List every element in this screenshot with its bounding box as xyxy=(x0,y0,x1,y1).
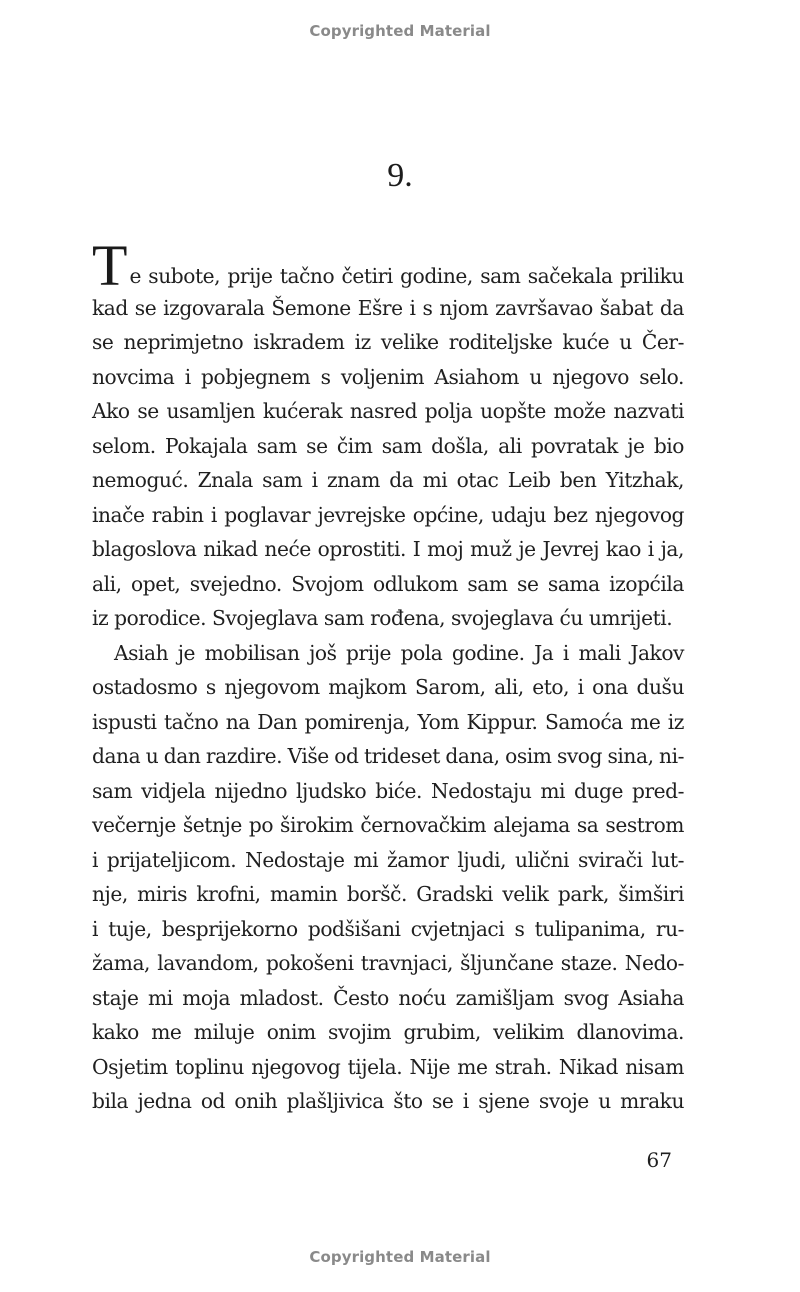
text-line: bila jedna od onih plašljivica što se i sjene svoje u mraku xyxy=(92,1089,684,1113)
drop-cap: T xyxy=(92,233,128,298)
text-line: blagoslova nikad neće oprostiti. I moj muž je Jevrej kao i ja, xyxy=(92,537,684,561)
text-line: ostadosmo s njegovom majkom Sarom, ali, eto, i ona dušu xyxy=(92,675,684,699)
text-line: se neprimjetno iskradem iz velike roditeljske kuće u Čer- xyxy=(92,330,684,354)
text-line: i tuje, besprijekorno podšišani cvjetnjaci s tulipanima, ru- xyxy=(92,916,684,941)
body-text xyxy=(92,233,684,1119)
text-line: ali, opet, svejedno. Svojom odlukom sam se sama izopćila xyxy=(92,571,684,596)
text-line: Te subote, prije tačno četiri godine, sam sačekala priliku xyxy=(92,233,684,298)
text-line: iz porodice. Svojeglava sam rođena, svojeglava ću umrijeti. xyxy=(92,606,673,630)
copyright-watermark-top: Copyrighted Material xyxy=(309,22,491,40)
copyright-watermark-bottom: Copyrighted Material xyxy=(309,1248,491,1266)
text-line: selom. Pokajala sam se čim sam došla, ali povratak je bio xyxy=(92,433,684,458)
paragraph-2 xyxy=(92,636,684,1119)
text-line: staje mi moja mladost. Često noću zamišljam svog Asiaha xyxy=(92,985,684,1010)
chapter-heading: 9. xyxy=(387,157,413,194)
text-line: žama, lavandom, pokošeni travnjaci, šljunčane staze. Nedo- xyxy=(92,951,684,975)
text-line: Osjetim toplinu njegovog tijela. Nije me strah. Nikad nisam xyxy=(92,1054,684,1079)
text-line: inače rabin i poglavar jevrejske općine, udaju bez njegovog xyxy=(92,502,684,527)
text-line: nje, miris krofni, mamin boršč. Gradski velik park, šimširi xyxy=(92,882,684,906)
text-line: Asiah je mobilisan još prije pola godine. Ja i mali Jakov xyxy=(114,640,684,665)
text-line: kad se izgovarala Šemone Ešre i s njom završavao šabat da xyxy=(92,295,684,320)
text-line: novcima i pobjegnem s voljenim Asiahom u njegovo selo. xyxy=(92,364,684,389)
text-line: Ako se usamljen kućerak nasred polja uopšte može nazvati xyxy=(92,399,684,423)
text-line: ispusti tačno na Dan pomirenja, Yom Kippur. Samoća me iz xyxy=(92,709,684,734)
text-line: kako me miluje onim svojim grubim, velikim dlanovima. xyxy=(92,1020,684,1044)
text-line: sam vidjela nijedno ljudsko biće. Nedostaju mi duge pred- xyxy=(92,778,684,803)
text-line: i prijateljicom. Nedostaje mi žamor ljudi, ulični svirači lut- xyxy=(92,847,684,872)
page-number: 67 xyxy=(646,1148,672,1172)
text-line: večernje šetnje po širokim černovačkim alejama sa sestrom xyxy=(92,813,684,837)
text-line: nemoguć. Znala sam i znam da mi otac Leib ben Yitzhak, xyxy=(92,468,684,492)
paragraph-1 xyxy=(92,233,684,636)
text-line: dana u dan razdire. Više od trideset dana, osim svog sina, ni- xyxy=(92,744,684,768)
